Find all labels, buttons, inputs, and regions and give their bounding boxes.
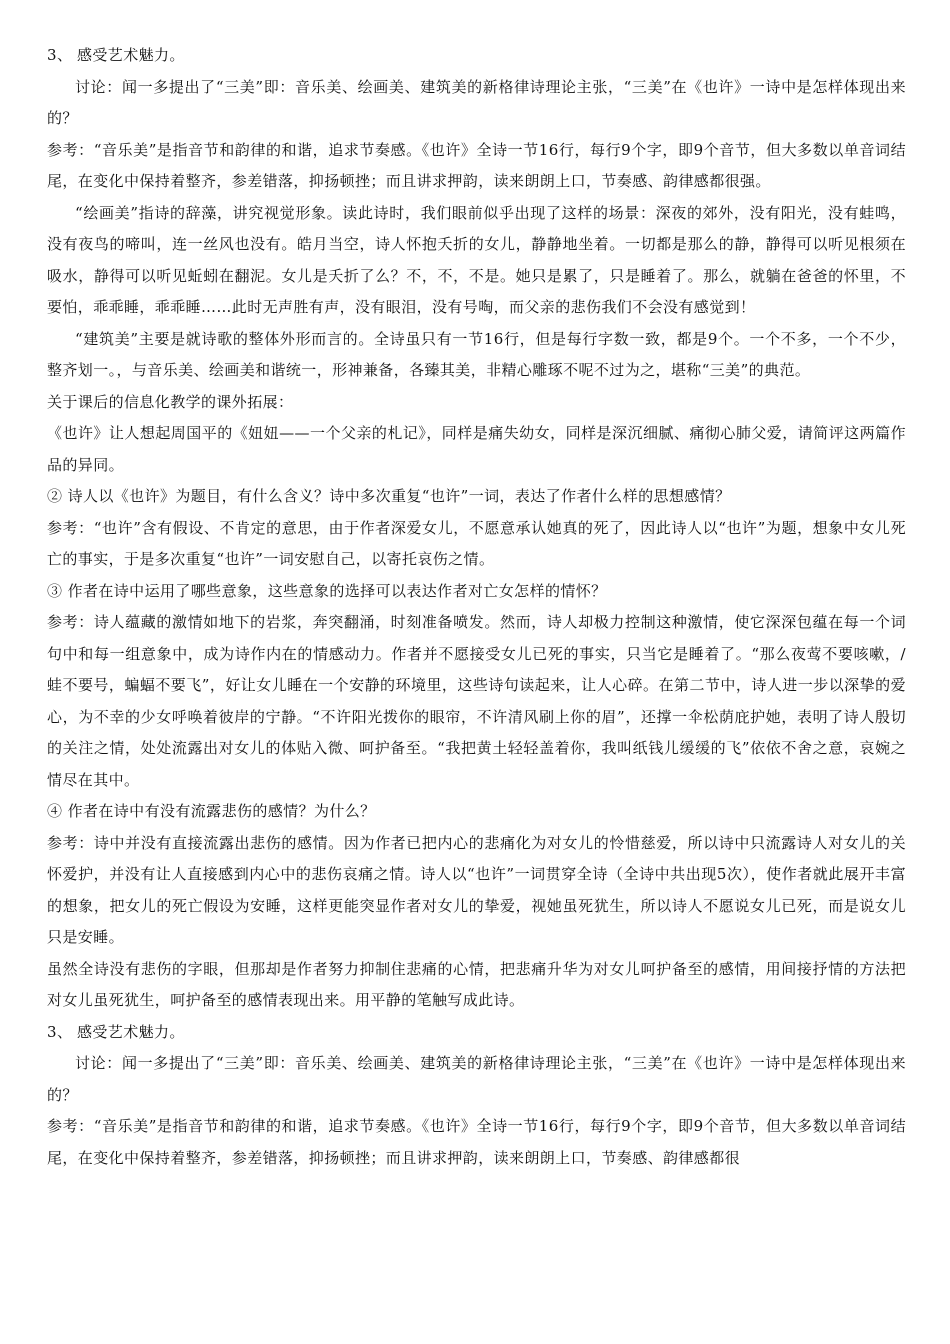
body-paragraph: “绘画美”指诗的辞藻，讲究视觉形象。读此诗时，我们眼前似乎出现了这样的场景：深夜的郊外，没有阳光，没有蛙鸣，没有夜鸟的啼叫，连一丝风也没有。皓月当空，诗人怀抱夭折的女儿，静静地坐着。一切都是那么的静，静得可以听见根须在吸水，静得可以听见蚯蚓在翻泥。女儿是夭折了么？不，不，不是。她只是累了，只是睡着了。那么，就躺在爸爸的怀里，不要怕，乖乖睡，乖乖睡……此时无声胜有声，没有眼泪，没有号啕，而父亲的悲伤我们不会没有感觉到！ [47,203,906,316]
question-paragraph: ④ 作者在诗中有没有流露悲伤的感情？为什么？ [47,802,376,820]
section-heading [47,40,906,72]
question-paragraph: ③ 作者在诗中运用了哪些意象，这些意象的选择可以表达作者对亡女怎样的情怀？ [47,581,607,600]
reference-paragraph: 参考：诗人蕴藏的激情如地下的岩浆，奔突翻涌，时刻准备喷发。然而，诗人却极力控制这种激情，使它深深包蕴在每一个词句中和每一组意象中，成为诗作内在的情感动力。作者并不愿接受女儿已死的事实，只当它是睡着了。“那么夜莺不要咳嗽，/蛙不要号，蝙蝠不要飞”，好让女儿睡在一个安静的环境里，这些诗句读起来，让人心碎。在第二节中，诗人进一步以深挚的爱心，为不幸的少女呼唤着彼岸的宁静。“不许阳光拨你的眼帘，不许清风刷上你的眉”，还撑一伞松荫庇护她，表明了诗人殷切的关注之情，处处流露出对女儿的体贴入微、呵护备至。“我把黄土轻轻盖着你，我叫纸钱儿缓缓的飞”依依不舍之意，哀婉之情尽在其中。 [47,613,906,789]
section-title: 感受艺术魅力。 [77,46,185,64]
question-paragraph: ② 诗人以《也许》为题目，有什么含义？诗中多次重复“也许”一词，表达了作者什么样的思想感情？ [47,487,731,505]
discussion-paragraph: 讨论：闻一多提出了“三美”即：音乐美、绘画美、建筑美的新格律诗理论主张，“三美”在《也许》一诗中是怎样体现出来的？ [47,1054,906,1104]
reference-paragraph: 参考：诗中并没有直接流露出悲伤的感情。因为作者已把内心的悲痛化为对女儿的怜惜慈爱，所以诗中只流露诗人对女儿的关怀爱护，并没有让人直接感到内心中的悲伤哀痛之情。诗人以“也许”一词贯穿全诗（全诗中共出现5次），使作者就此展开丰富的想象，把女儿的死亡假设为安睡，这样更能突显作者对女儿的挚爱，视她虽死犹生，所以诗人不愿说女儿已死，而是说女儿只是安睡。 [47,833,906,946]
reference-paragraph: 参考：“也许”含有假设、不肯定的意思，由于作者深爱女儿，不愿意承认她真的死了，因此诗人以“也许”为题，想象中女儿死亡的事实，于是多次重复“也许”一词安慰自己，以寄托哀伤之情。 [47,518,906,568]
reference-paragraph: 参考：“音乐美”是指音节和韵律的和谐，追求节奏感。《也许》全诗一节16行，每行9个字，即9个音节，但大多数以单音词结尾，在变化中保持着整齐，参差错落，抑扬顿挫；而且讲求押韵，读来朗朗上口，节奏感、韵律感都很强。 [47,140,906,190]
question-paragraph: 《也许》让人想起周国平的《妞妞——一个父亲的札记》，同样是痛失幼女，同样是深沉细腻、痛彻心肺父爱，请简评这两篇作品的异同。 [47,424,906,474]
section-heading [47,1017,906,1049]
section-number: 3、 [47,1022,73,1041]
extension-heading: 关于课后的信息化教学的课外拓展： [47,392,294,411]
body-paragraph: “建筑美”主要是就诗歌的整体外形而言的。全诗虽只有一节16行，但是每行字数一致，都是9个。一个不多，一个不少，整齐划一。，与音乐美、绘画美和谐统一，形神兼备，各臻其美，非精心雕琢不呢不过为之，堪称“三美”的典范。 [47,329,906,379]
reference-paragraph: 参考：“音乐美”是指音节和韵律的和谐，追求节奏感。《也许》全诗一节16行，每行9个字，即9个音节，但大多数以单音词结尾，在变化中保持着整齐，参差错落，抑扬顿挫；而且讲求押韵，读来朗朗上口，节奏感、韵律感都很 [47,1117,906,1167]
section-number: 3、 [47,46,73,64]
discussion-paragraph: 讨论：闻一多提出了“三美”即：音乐美、绘画美、建筑美的新格律诗理论主张，“三美”在《也许》一诗中是怎样体现出来的？ [47,77,906,127]
body-paragraph: 虽然全诗没有悲伤的字眼，但那却是作者努力抑制住悲痛的心情，把悲痛升华为对女儿呵护备至的感情，用间接抒情的方法把对女儿虽死犹生，呵护备至的感情表现出来。用平静的笔触写成此诗。 [47,959,906,1009]
section-title: 感受艺术魅力。 [77,1022,185,1041]
